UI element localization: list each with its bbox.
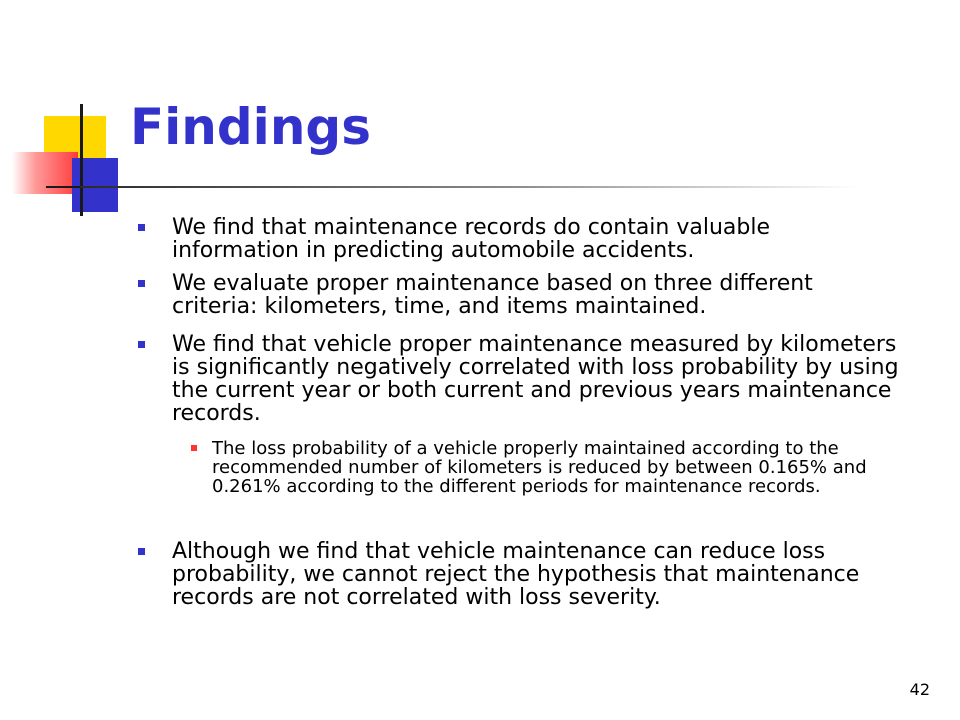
sub-bullet-item [212,439,912,496]
sub-bullet-text: The loss probability of a vehicle properly maintained according to the recommended number of kilometers is reduced by between 0.165% and 0.261% according to the different periods for maintenance records. [212,438,867,497]
corner-decoration [0,0,140,230]
bullet-text: We find that maintenance records do contain valuable information in predicting automobile accidents. [172,215,770,263]
bullet-square-icon [138,280,145,287]
bullet-item [172,272,902,318]
bullet-text: We evaluate proper maintenance based on three different criteria: kilometers, time, and items maintained. [172,271,813,319]
sub-bullet-square-icon [191,445,197,451]
bullet-square-icon [138,548,145,555]
bullet-square-icon [138,224,145,231]
bullet-text: Although we find that vehicle maintenance can reduce loss probability, we cannot reject the hypothesis that maintenance records are not correlated with loss severity. [172,539,860,610]
slide-number: 42 [909,680,930,699]
blue-square-decoration [72,158,118,212]
bullet-square-icon [138,341,145,348]
title-underline [80,186,860,188]
vertical-rule-decoration [80,104,83,216]
bullet-item [172,333,902,425]
bullet-item [172,540,902,609]
slide-title: Findings [130,98,371,156]
bullet-item [172,216,902,262]
bullet-text: We find that vehicle proper maintenance measured by kilometers is significantly negatively correlated with loss probability by using the current year or both current and previous years maintenance records. [172,332,899,426]
